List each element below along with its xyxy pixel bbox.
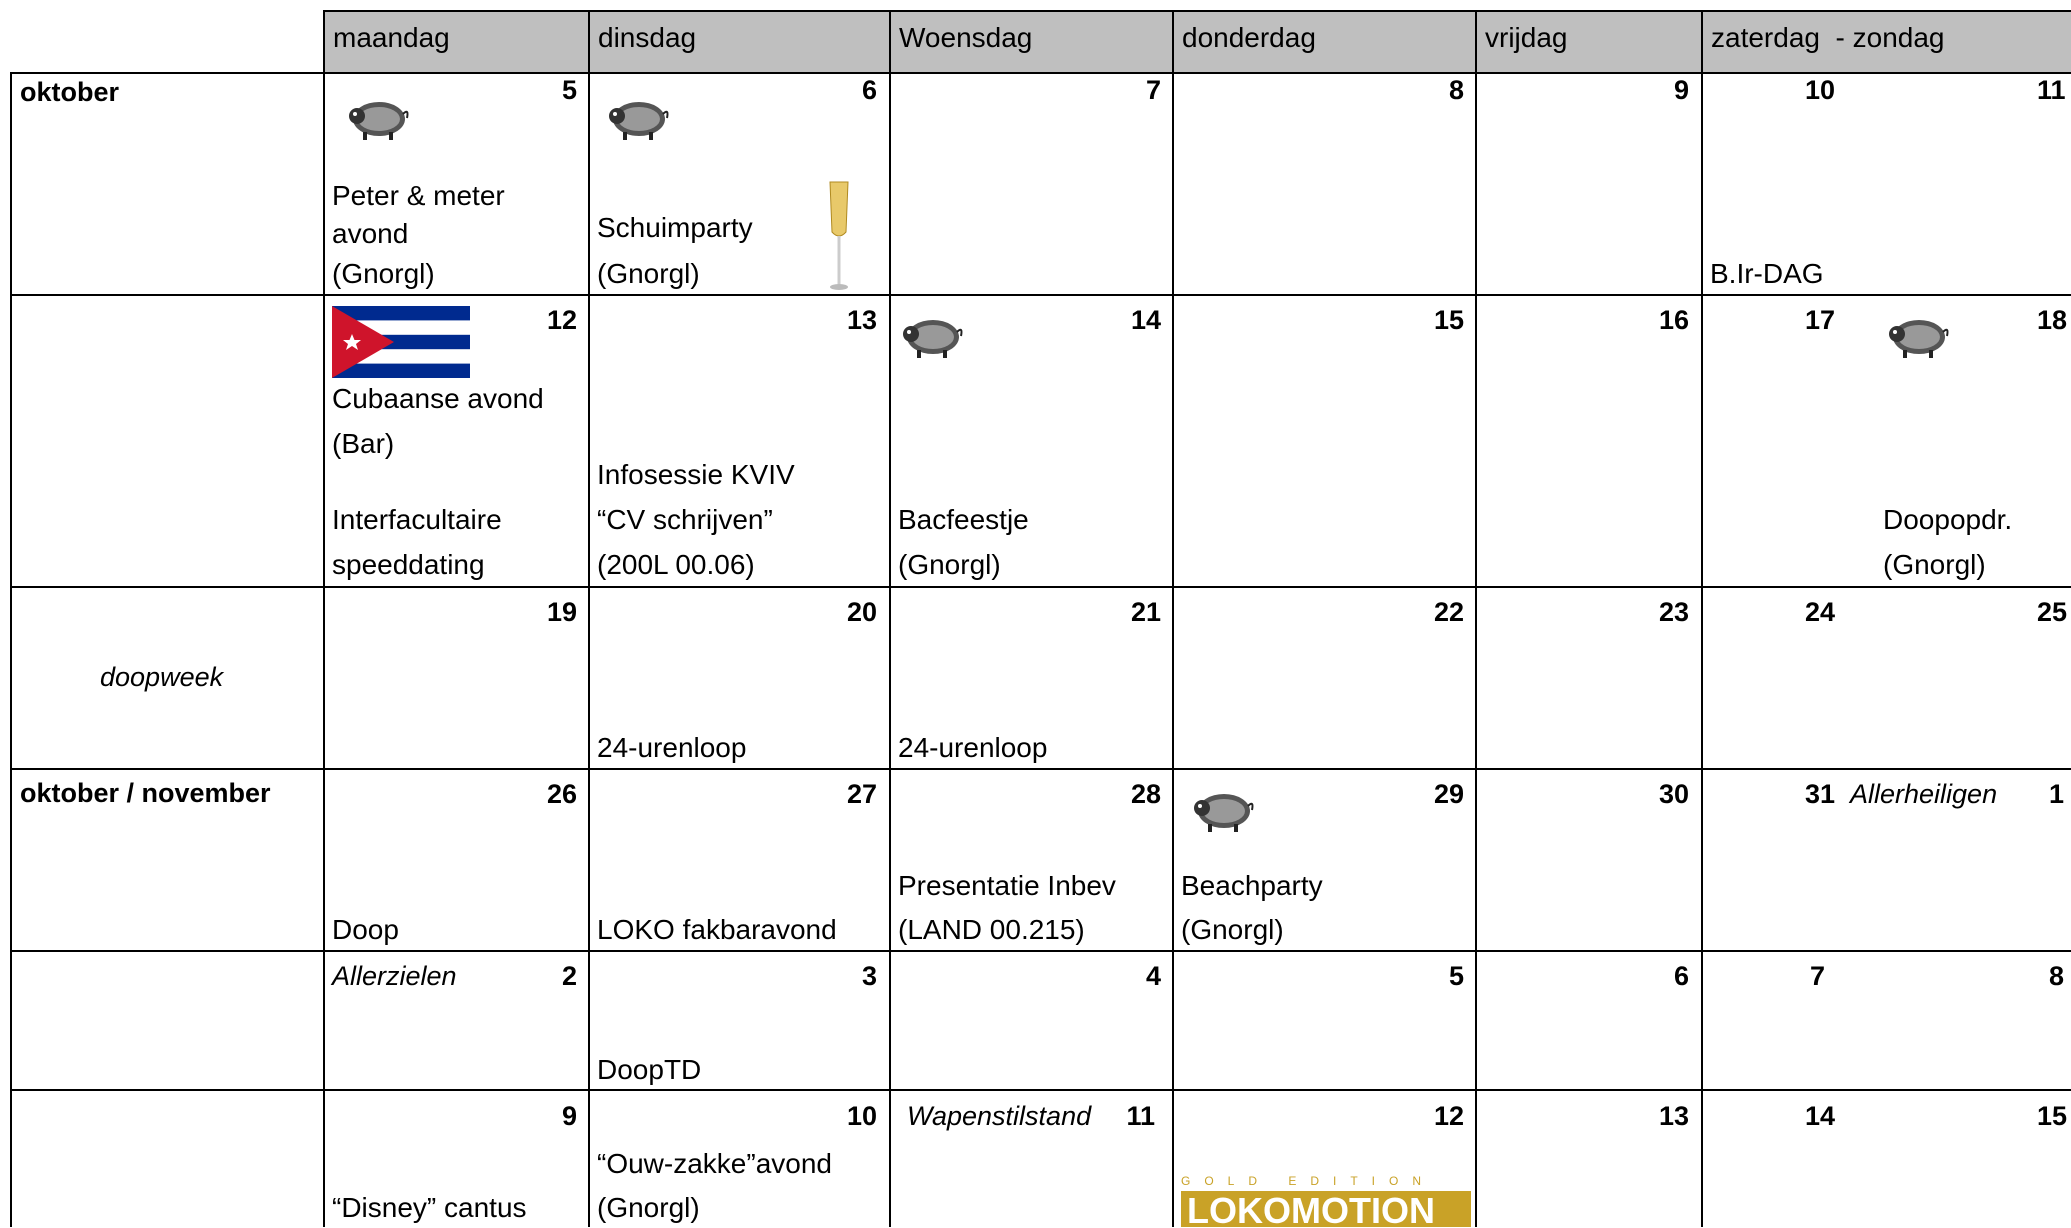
day-number: 3 <box>861 961 877 991</box>
header-day-friday: vrijdag <box>1485 22 1568 53</box>
day-number-saturday: 17 <box>1805 305 1836 335</box>
grid-line <box>10 586 2071 588</box>
event-text: (Gnorgl) <box>898 549 1001 580</box>
pig-logo-icon <box>605 92 669 142</box>
grid-line <box>588 10 590 1227</box>
event-text: Bacfeestje <box>898 504 1029 535</box>
event-text: avond <box>332 218 409 249</box>
day-number: 5 <box>1448 961 1464 991</box>
day-number-sunday: 18 <box>2037 305 2068 335</box>
champagne-glass-icon <box>826 180 852 292</box>
day-number-sunday: 25 <box>2037 597 2068 627</box>
day-number-saturday: 24 <box>1805 597 1836 627</box>
day-number: 6 <box>861 75 877 105</box>
holiday-label: Allerzielen <box>332 961 457 991</box>
event-text: “Disney” cantus <box>332 1192 527 1223</box>
day-number: 26 <box>546 779 577 809</box>
header-day-tuesday: dinsdag <box>598 22 697 53</box>
header-day-weekend: zaterdag - zondag <box>1711 22 1945 53</box>
day-number: 13 <box>846 305 877 335</box>
header-day-wednesday: Woensdag <box>899 22 1033 53</box>
day-number: 20 <box>846 597 877 627</box>
day-number: 4 <box>1145 961 1161 991</box>
grid-line <box>1475 10 1477 1227</box>
event-text: Presentatie Inbev <box>898 870 1116 901</box>
day-number: 2 <box>561 961 577 991</box>
day-number-saturday: 14 <box>1805 1101 1836 1131</box>
grid-line <box>10 294 2071 296</box>
event-text: (Gnorgl) <box>332 258 435 289</box>
grid-line <box>10 1089 2071 1091</box>
pig-logo-icon <box>1190 784 1254 834</box>
event-text: B.Ir-DAG <box>1710 258 1824 289</box>
day-number-saturday: 31 <box>1805 779 1836 809</box>
event-text: Interfacultaire <box>332 504 502 535</box>
row-label: oktober / november <box>20 778 271 808</box>
grid-line <box>10 768 2071 770</box>
day-number: 13 <box>1658 1101 1689 1131</box>
pig-logo-icon <box>899 310 963 360</box>
grid-line <box>10 72 12 1227</box>
pig-logo-icon <box>1885 310 1949 360</box>
day-number: 19 <box>546 597 577 627</box>
event-text: (Gnorgl) <box>1883 549 1986 580</box>
holiday-label: Wapenstilstand <box>907 1101 1092 1131</box>
cuba-flag-icon <box>332 306 470 378</box>
grid-line <box>324 10 2071 12</box>
event-text: Schuimparty <box>597 212 753 243</box>
grid-line <box>323 10 325 1227</box>
day-number: 7 <box>1145 75 1161 105</box>
header-day-thursday: donderdag <box>1182 22 1316 53</box>
day-number-sunday: 1 <box>2049 779 2065 809</box>
day-number: 12 <box>546 305 577 335</box>
day-number-sunday: 11 <box>2037 75 2066 105</box>
day-number: 8 <box>1448 75 1464 105</box>
event-text: Doopopdr. <box>1883 504 2013 535</box>
grid-line <box>10 950 2071 952</box>
day-number: 15 <box>1433 305 1464 335</box>
holiday-label: Allerheiligen <box>1850 779 1998 809</box>
event-text: (LAND 00.215) <box>898 914 1085 945</box>
pig-logo-icon <box>345 92 409 142</box>
row-label-doopweek: doopweek <box>100 662 224 692</box>
day-number: 11 <box>1126 1101 1155 1131</box>
row-label: oktober <box>20 77 120 107</box>
day-number-sunday: 15 <box>2037 1101 2068 1131</box>
day-number: 28 <box>1130 779 1161 809</box>
day-number: 12 <box>1433 1101 1464 1131</box>
lokomotion-logo-subtitle: GOLD EDITION <box>1181 1174 1436 1188</box>
event-text: Infosessie KVIV <box>597 459 795 490</box>
event-text: 24-urenloop <box>898 732 1048 763</box>
grid-line <box>10 72 2071 74</box>
day-number: 6 <box>1673 961 1689 991</box>
header-day-monday: maandag <box>333 22 450 53</box>
event-text: (Gnorgl) <box>1181 914 1284 945</box>
day-number: 5 <box>561 75 577 105</box>
event-text: “Ouw-zakke”avond <box>597 1148 832 1179</box>
event-text: Cubaanse avond <box>332 383 544 414</box>
day-number-saturday: 10 <box>1805 75 1836 105</box>
day-number: 14 <box>1130 305 1161 335</box>
event-text: “CV schrijven” <box>597 504 773 535</box>
day-number: 23 <box>1658 597 1689 627</box>
day-number: 29 <box>1433 779 1464 809</box>
day-number-saturday: 7 <box>1810 961 1826 991</box>
event-text: (Gnorgl) <box>597 1192 700 1223</box>
event-text: speeddating <box>332 549 485 580</box>
event-text: Peter & meter <box>332 180 505 211</box>
event-text: (Gnorgl) <box>597 258 700 289</box>
grid-line <box>889 10 891 1227</box>
day-number: 30 <box>1658 779 1689 809</box>
event-text: 24-urenloop <box>597 732 747 763</box>
day-number: 16 <box>1658 305 1689 335</box>
lokomotion-logo <box>1181 1171 1471 1227</box>
event-text: (Bar) <box>332 428 395 459</box>
day-number: 9 <box>561 1101 577 1131</box>
grid-line <box>1172 10 1174 1227</box>
day-number-sunday: 8 <box>2049 961 2065 991</box>
lokomotion-logo-text: LOKOMOTION <box>1187 1190 1435 1227</box>
event-text: Beachparty <box>1181 870 1323 901</box>
day-number: 10 <box>846 1101 877 1131</box>
grid-line <box>1701 10 1703 1227</box>
event-text: Doop <box>332 914 399 945</box>
day-number: 27 <box>846 779 877 809</box>
event-text: LOKO fakbaravond <box>597 914 837 945</box>
event-text: DoopTD <box>597 1054 702 1085</box>
day-number: 21 <box>1130 597 1161 627</box>
event-text: (200L 00.06) <box>597 549 755 580</box>
day-number: 22 <box>1433 597 1464 627</box>
day-number: 9 <box>1673 75 1689 105</box>
